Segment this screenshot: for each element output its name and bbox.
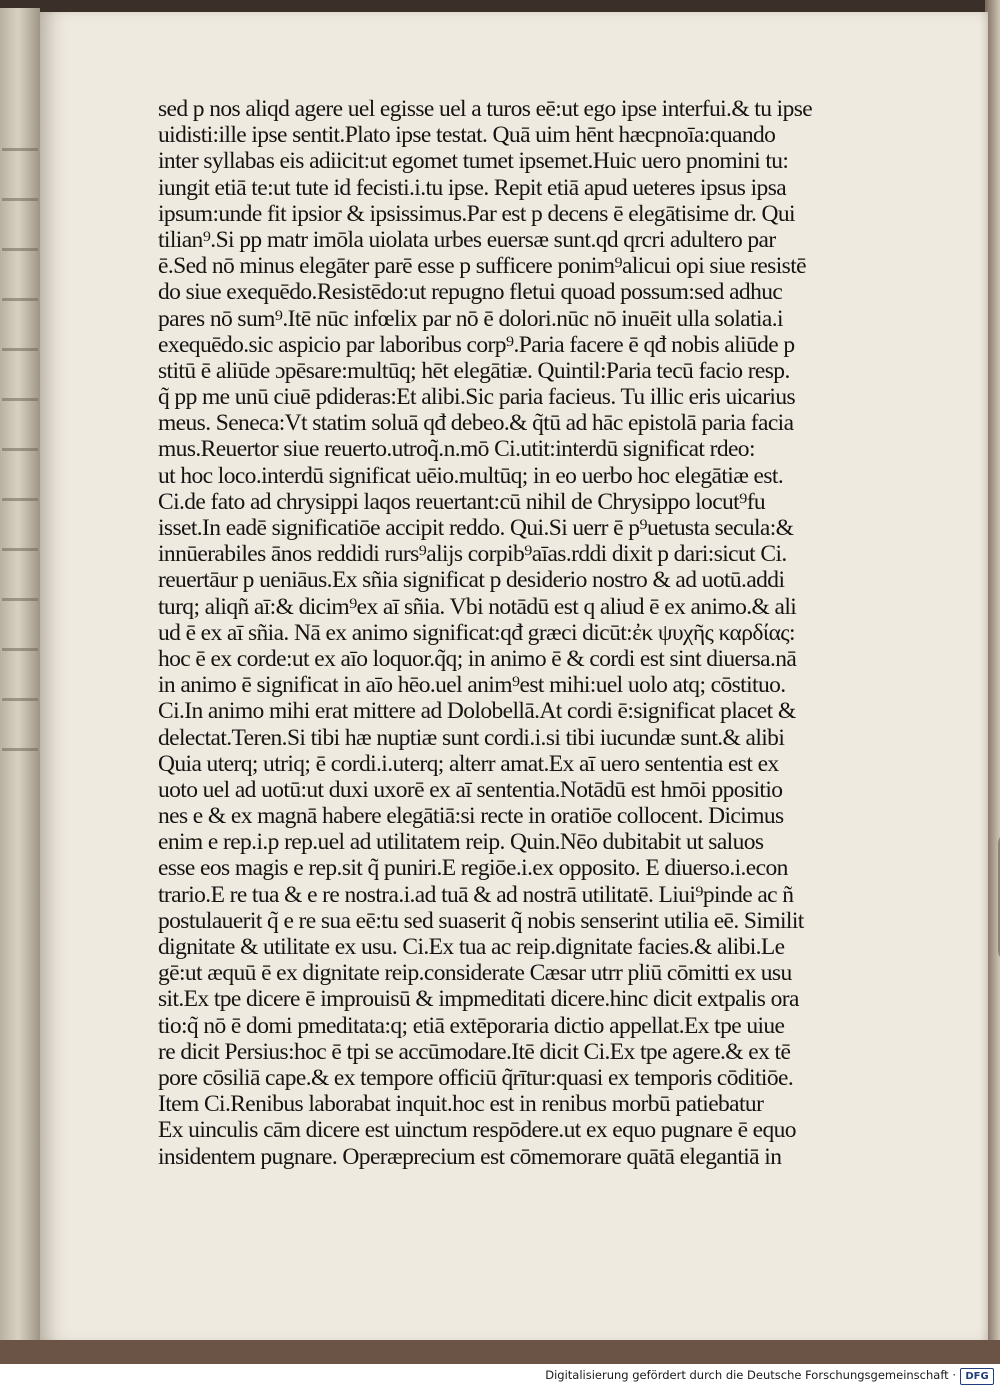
text-line: hoc ē ex corde:ut ex aīo loquor.q̃q; in animo ē & cordi est sint diuersa.nā (158, 645, 797, 672)
text-line: re dicit Persius:hoc ē tpi se accūmodare.Itē dicit Ci.Ex tpe agere.& ex tē (158, 1038, 791, 1065)
text-line: stitū ē aliūde ɔpēsare:multūq; hēt elegātiæ. Quintil:Paria tecū facio resp. (158, 357, 790, 384)
text-line: isset.In eadē significatiōe accipit reddo. Qui.Si uerr ē p⁹uetusta secula:& (158, 515, 794, 541)
text-line: trario.E re tua & e re nostra.i.ad tuā & ad nostrā utilitatē. Liui⁹pinde ac ñ (158, 881, 794, 908)
text-line: sed p nos aliqd agere uel egisse uel a turos eē:ut ego ipse interfui.& tu ipse (158, 96, 813, 122)
text-line: gē:ut æquū ē ex dignitate reip.considerate Cæsar utrr pliū cōmitti ex usu (158, 960, 792, 987)
funding-notice: Digitalisierung gefördert durch die Deutsche Forschungsgemeinschaft · (545, 1368, 956, 1382)
text-line: Quia uterq; utriq; ē cordi.i.uterq; alterr amat.Ex aī uero sententia est ex (158, 750, 779, 777)
text-line: Ci.In animo mihi erat mittere ad Dolobellā.At cordi ē:significat placet & (158, 698, 796, 725)
page-text-block (158, 96, 898, 1170)
text-line: iungit etiā te:ut tute id fecisti.i.tu ipse. Repit etiā apud ueteres ipsus ipsa (158, 174, 787, 201)
text-line: tio:q̃ nō ē domi pmeditata:q; etiā extēporaria dictio appellat.Ex tpe uiue (158, 1012, 785, 1039)
text-line: turq; aliqñ aī:& dicim⁹ex aī sñia. Vbi notādū est q aliud ē ex animo.& ali (158, 593, 797, 620)
text-line: uidisti:ille ipse sentit.Plato ipse testat. Quā uim hēnt hæcpnoīa:quando (158, 122, 776, 149)
text-line: ut hoc loco.interdū significat uēio.multūq; in eo uerbo hoc elegātiæ est. (158, 462, 784, 489)
text-line: uoto uel ad uotū:ut duxi uxorē ex aī sententia.Notādū est hmōi ppositio (158, 776, 783, 803)
text-line: Ex uinculis cām dicere est uinctum respōdere.ut ex equo pugnare ē equo (158, 1117, 796, 1144)
text-line: do siue exequēdo.Resistēdo:ut repugno fletui quoad possum:sed adhuc (158, 279, 783, 306)
text-line: nes e & ex magnā habere elegātiā:si recte in oratiōe collocent. Dicimus (158, 803, 784, 830)
text-line: Item Ci.Renibus laborabat inquit.hoc est in renibus morbū patiebatur (158, 1091, 764, 1118)
dfg-logo: DFG (960, 1368, 994, 1385)
text-line: delectat.Teren.Si tibi hæ nuptiæ sunt cordi.i.si tibi iucundæ sunt.& alibi (158, 724, 785, 751)
text-line: ē.Sed nō minus elegāter parē esse p sufficere ponim⁹alicui opi siue resistē (158, 253, 806, 280)
text-line: tilian⁹.Si pp matr imōla uiolata urbes euersæ sunt.qd qrcri adultero par (158, 226, 776, 253)
text-line: insidentem pugnare. Operæprecium est cōmemorare quātā elegantiā in (158, 1143, 782, 1170)
text-line: sit.Ex tpe dicere ē improuisū & impmeditati dicere.hinc dicit extpalis ora (158, 986, 799, 1013)
text-line: Ci.de fato ad chrysippi laqos reuertant:cū nihil de Chrysippo locut⁹fu (158, 488, 766, 515)
text-line: innūerabiles ānos reddidi rurs⁹alijs corpib⁹aīas.rddi dixit p dari:sicut Ci. (158, 541, 787, 568)
text-line: in animo ē significat in aīo hēo.uel anim⁹est mihi:uel uolo atq; cōstituo. (158, 672, 786, 699)
text-line: postulauerit q̃ e re sua eē:tu sed suaserit q̃ nobis senserint utilia eē. Similit (158, 907, 804, 934)
text-line: ipsum:unde fit ipsior & ipsissimus.Par est p decens ē elegātisime dr. Qui (158, 200, 795, 227)
book-background-bottom (0, 1340, 1000, 1364)
text-line: ud ē ex aī sñia. Nā ex animo significat:qđ græci dicūt:ἐκ ψυχῆς καρδίας: (158, 619, 795, 646)
digitization-footer (0, 1364, 1000, 1388)
text-line: mus.Reuertor siue reuerto.utroq̃.n.mō Ci.utit:interdū significat rdeo: (158, 436, 755, 463)
text-line: reuertāur p ueniāus.Ex sñia significat p desiderio nostro & ad uotū.addi (158, 567, 785, 594)
text-line: pares nō sum⁹.Itē nūc infœlix par nō ē dolori.nūc nō inuēit ulla solatia.i (158, 305, 783, 332)
text-line: exequēdo.sic aspicio par laboribus corp⁹.Paria facere ē qđ nobis aliūde p (158, 331, 795, 358)
text-line: q̃ pp me unū ciuē pdideras:Et alibi.Sic paria facieus. Tu illic eris uicarius (158, 384, 796, 411)
text-line: meus. Seneca:Vt statim soluā qđ debeo.& q̃tū ad hāc epistolā paria facia (158, 410, 794, 437)
text-line: esse eos magis e rep.sit q̃ puniri.E regiōe.i.ex opposito. E diuerso.i.econ (158, 855, 788, 882)
facing-page-edge (0, 8, 40, 1343)
book-page (40, 12, 988, 1342)
text-line: pore cōsiliā cape.& ex tempore officiū q̃rītur:quasi ex temporis cōditiōe. (158, 1064, 794, 1091)
text-line: enim e rep.i.p rep.uel ad utilitatem reip. Quin.Nēo dubitabit ut saluos (158, 829, 764, 856)
text-line: inter syllabas eis adiicit:ut egomet tumet ipsemet.Huic uero pnomini tu: (158, 148, 789, 175)
text-line: dignitate & utilitate ex usu. Ci.Ex tua ac reip.dignitate facies.& alibi.Le (158, 934, 785, 960)
